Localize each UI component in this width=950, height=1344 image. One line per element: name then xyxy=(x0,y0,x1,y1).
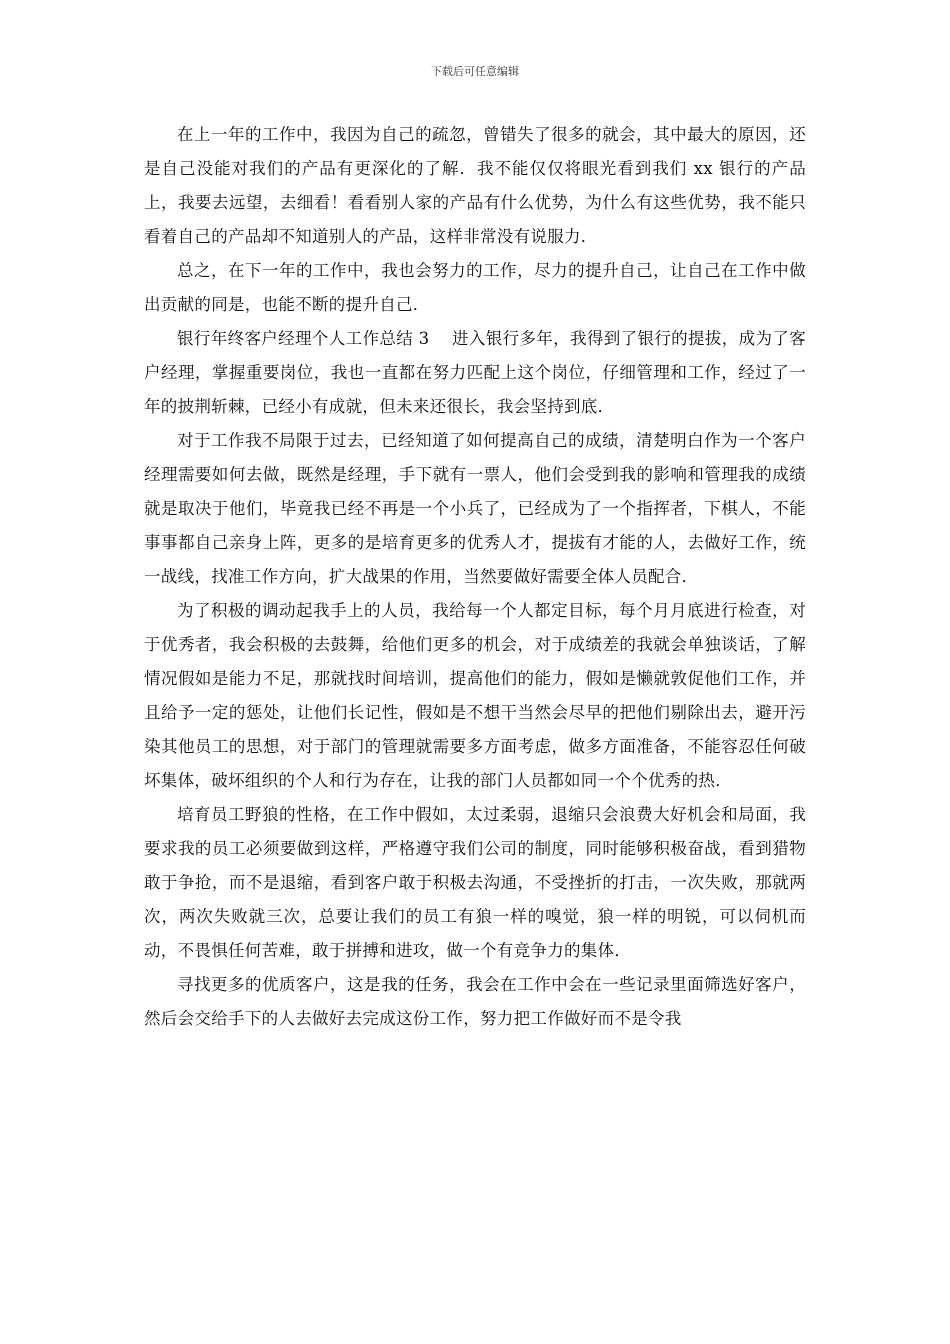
paragraph: 银行年终客户经理个人工作总结 3 进入银行多年，我得到了银行的提拔，成为了客户经理，掌握重要岗位，我也一直都在努力匹配上这个岗位，仔细管理和工作，经过了一年的披荆斩棘，已经小有成就，但未来还很长，我会坚持到底． xyxy=(144,329,806,416)
paragraph: 培育员工野狼的性格，在工作中假如，太过柔弱，退缩只会浪费大好机会和局面，我要求我的员工必须要做到这样，严格遵守我们公司的制度，同时能够积极奋战，看到猎物敢于争抢，而不是退缩，看到客户敢于积极去沟通，不受挫折的打击，一次失败，那就两次，两次失败就三次，总要让我们的员工有狼一样的嗅觉，狼一样的明锐，可以伺机而动，不畏惧任何苦难，敢于拼搏和进攻，做一个有竞争力的集体． xyxy=(144,805,806,960)
paragraph: 总之，在下一年的工作中，我也会努力的工作，尽力的提升自己，让自己在工作中做出贡献的同是，也能不断的提升自己． xyxy=(144,261,806,314)
paragraph: 为了积极的调动起我手上的人员，我给每一个人都定目标，每个月月底进行检查，对于优秀者，我会积极的去鼓舞，给他们更多的机会，对于成绩差的我就会单独谈话，了解情况假如是能力不足，那就找时间培训，提高他们的能力，假如是懒就敦促他们工作，并且给予一定的惩处，让他们长记性，假如是不想干当然会尽早的把他们剔除出去，避开污染其他员工的思想，对于部门的管理就需要多方面考虑，做多方面准备，不能容忍任何破坏集体，破坏组织的个人和行为存在，让我的部门人员都如同一个个优秀的热． xyxy=(144,601,806,790)
document-body xyxy=(144,118,806,1036)
paragraph: 在上一年的工作中，我因为自己的疏忽，曾错失了很多的就会，其中最大的原因，还是自己没能对我们的产品有更深化的了解．我不能仅仅将眼光看到我们 xx 银行的产品上，我要去远望，去细看！看看别人家的产品有什么优势，为什么有这些优势，我不能只看着自己的产品却不知道别人的产品，这样非常没有说服力． xyxy=(144,125,806,246)
paragraph: 对于工作我不局限于过去，已经知道了如何提高自己的成绩，清楚明白作为一个客户经理需要如何去做，既然是经理，手下就有一票人，他们会受到我的影响和管理我的成绩就是取决于他们，毕竟我已经不再是一个小兵了，已经成为了一个指挥者，下棋人，不能事事都自己亲身上阵，更多的是培育更多的优秀人才，提拔有才能的人，去做好工作，统一战线，找准工作方向，扩大战果的作用，当然要做好需要全体人员配合． xyxy=(144,431,806,586)
page-header: 下载后可任意编辑 xyxy=(431,65,519,78)
paragraph: 寻找更多的优质客户，这是我的任务，我会在工作中会在一些记录里面筛选好客户，然后会交给手下的人去做好去完成这份工作，努力把工作做好而不是令我 xyxy=(144,975,806,1028)
